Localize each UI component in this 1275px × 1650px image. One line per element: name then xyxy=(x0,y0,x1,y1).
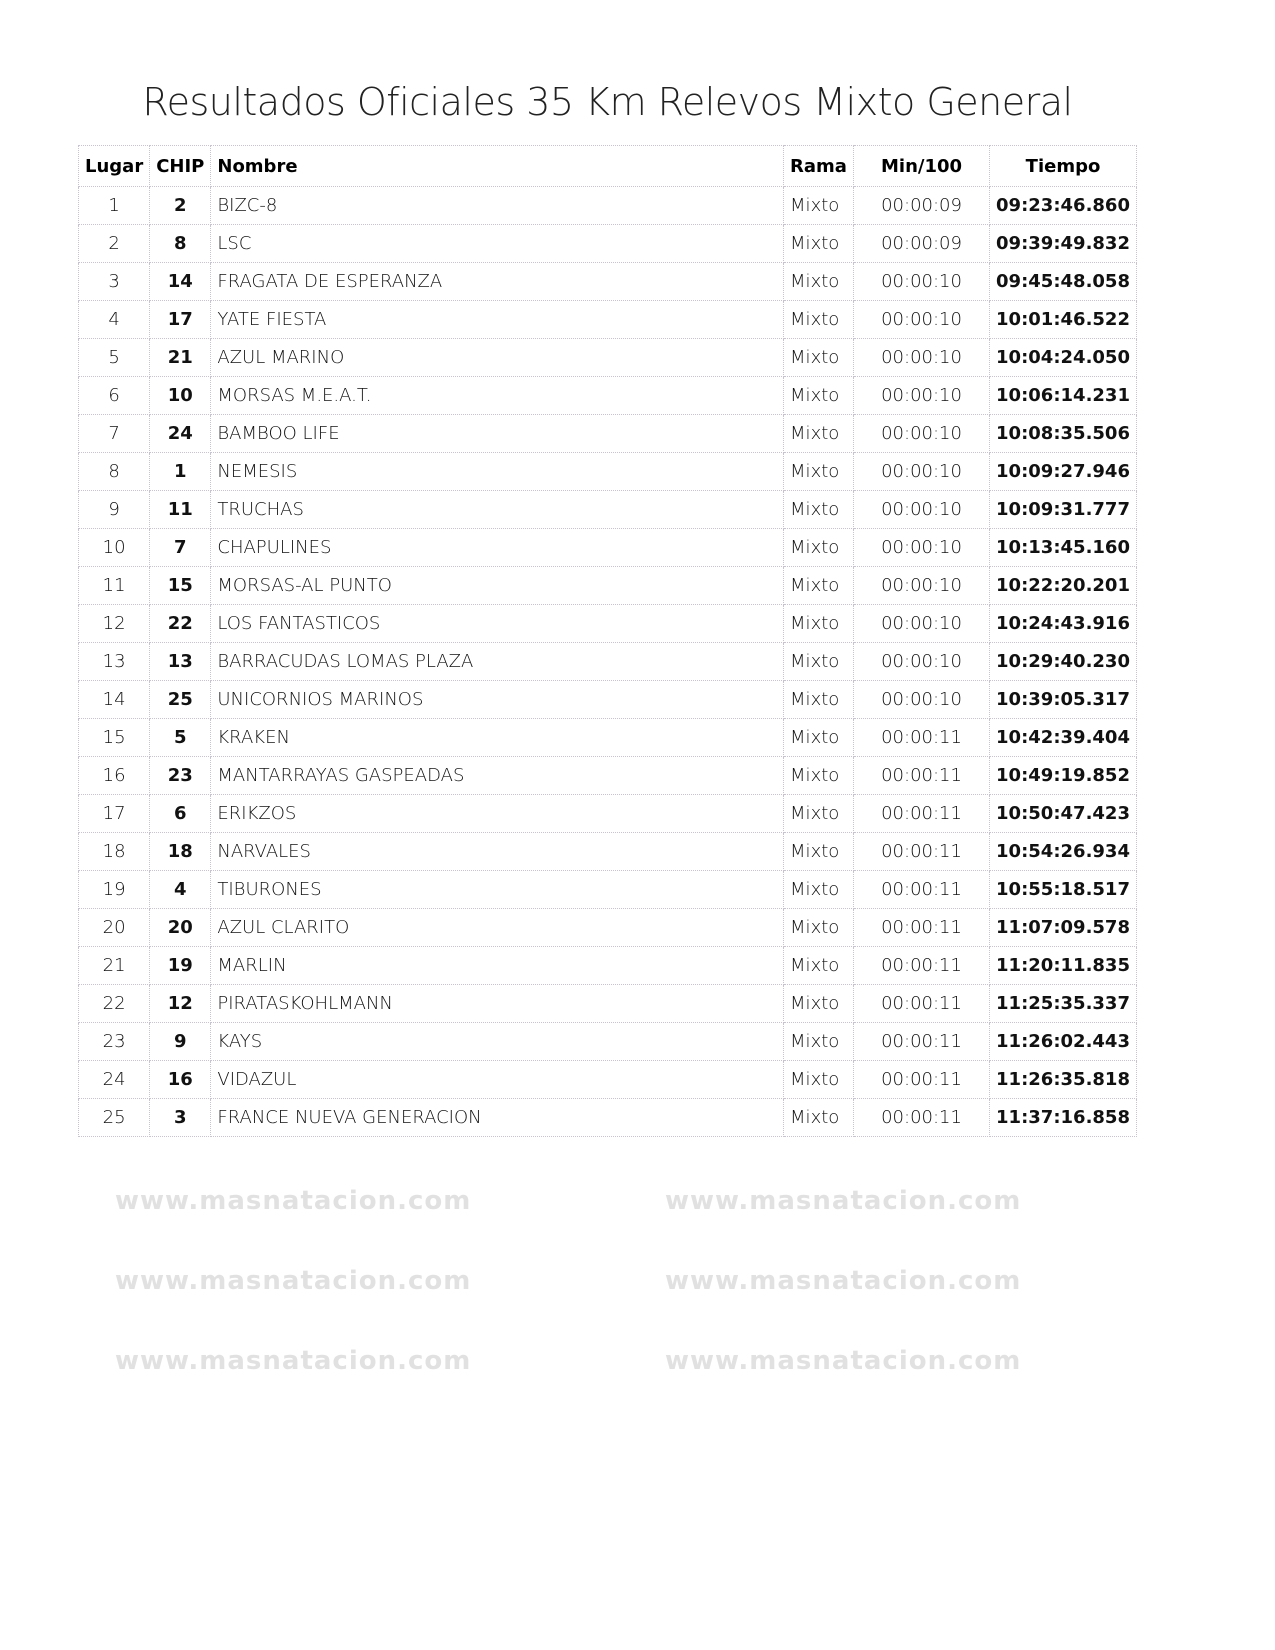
cell-rama: Mixto xyxy=(784,187,854,225)
table-row xyxy=(79,453,1137,491)
cell-tiempo: 09:45:48.058 xyxy=(990,263,1137,301)
cell-lugar: 17 xyxy=(79,795,150,833)
cell-lugar: 3 xyxy=(79,263,150,301)
cell-min-100: 00:00:11 xyxy=(854,985,990,1023)
cell-chip: 19 xyxy=(150,947,211,985)
cell-tiempo: 09:23:46.860 xyxy=(990,187,1137,225)
cell-nombre: MORSAS-AL PUNTO xyxy=(211,567,784,605)
cell-nombre: MANTARRAYAS GASPEADAS xyxy=(211,757,784,795)
cell-min-100: 00:00:10 xyxy=(854,643,990,681)
table-row xyxy=(79,947,1137,985)
cell-rama: Mixto xyxy=(784,1061,854,1099)
cell-min-100: 00:00:10 xyxy=(854,605,990,643)
table-row xyxy=(79,605,1137,643)
table-row xyxy=(79,263,1137,301)
table-row xyxy=(79,339,1137,377)
cell-rama: Mixto xyxy=(784,339,854,377)
cell-nombre: KRAKEN xyxy=(211,719,784,757)
cell-tiempo: 10:09:31.777 xyxy=(990,491,1137,529)
table-row xyxy=(79,377,1137,415)
cell-nombre: AZUL CLARITO xyxy=(211,909,784,947)
cell-lugar: 12 xyxy=(79,605,150,643)
header-chip: CHIP xyxy=(150,146,211,187)
cell-lugar: 5 xyxy=(79,339,150,377)
cell-chip: 21 xyxy=(150,339,211,377)
cell-rama: Mixto xyxy=(784,263,854,301)
table-row xyxy=(79,1099,1137,1137)
cell-chip: 14 xyxy=(150,263,211,301)
header-tiempo: Tiempo xyxy=(990,146,1137,187)
table-row xyxy=(79,1023,1137,1061)
cell-nombre: MARLIN xyxy=(211,947,784,985)
cell-nombre: ERIKZOS xyxy=(211,795,784,833)
watermark: www.masnatacion.com xyxy=(115,1346,472,1376)
cell-tiempo: 10:50:47.423 xyxy=(990,795,1137,833)
cell-lugar: 24 xyxy=(79,1061,150,1099)
cell-chip: 10 xyxy=(150,377,211,415)
table-row xyxy=(79,529,1137,567)
cell-nombre: NEMESIS xyxy=(211,453,784,491)
cell-nombre: UNICORNIOS MARINOS xyxy=(211,681,784,719)
table-row xyxy=(79,301,1137,339)
cell-lugar: 6 xyxy=(79,377,150,415)
cell-chip: 9 xyxy=(150,1023,211,1061)
cell-tiempo: 10:29:40.230 xyxy=(990,643,1137,681)
cell-min-100: 00:00:11 xyxy=(854,719,990,757)
cell-tiempo: 10:01:46.522 xyxy=(990,301,1137,339)
table-row xyxy=(79,909,1137,947)
table-row xyxy=(79,187,1137,225)
header-min-100: Min/100 xyxy=(854,146,990,187)
cell-rama: Mixto xyxy=(784,415,854,453)
cell-nombre: BAMBOO LIFE xyxy=(211,415,784,453)
cell-min-100: 00:00:09 xyxy=(854,225,990,263)
table-row xyxy=(79,757,1137,795)
cell-tiempo: 09:39:49.832 xyxy=(990,225,1137,263)
watermark: www.masnatacion.com xyxy=(115,1186,472,1216)
cell-rama: Mixto xyxy=(784,909,854,947)
cell-rama: Mixto xyxy=(784,985,854,1023)
cell-chip: 8 xyxy=(150,225,211,263)
cell-nombre: AZUL MARINO xyxy=(211,339,784,377)
cell-chip: 17 xyxy=(150,301,211,339)
cell-tiempo: 11:20:11.835 xyxy=(990,947,1137,985)
cell-rama: Mixto xyxy=(784,795,854,833)
cell-rama: Mixto xyxy=(784,719,854,757)
cell-nombre: CHAPULINES xyxy=(211,529,784,567)
cell-min-100: 00:00:11 xyxy=(854,757,990,795)
watermark: www.masnatacion.com xyxy=(665,1266,1022,1296)
cell-lugar: 23 xyxy=(79,1023,150,1061)
table-row xyxy=(79,567,1137,605)
cell-lugar: 21 xyxy=(79,947,150,985)
cell-lugar: 22 xyxy=(79,985,150,1023)
cell-chip: 5 xyxy=(150,719,211,757)
cell-lugar: 4 xyxy=(79,301,150,339)
cell-lugar: 1 xyxy=(79,187,150,225)
watermark: www.masnatacion.com xyxy=(115,1266,472,1296)
cell-min-100: 00:00:11 xyxy=(854,871,990,909)
cell-tiempo: 10:24:43.916 xyxy=(990,605,1137,643)
cell-tiempo: 11:37:16.858 xyxy=(990,1099,1137,1137)
cell-min-100: 00:00:10 xyxy=(854,567,990,605)
cell-tiempo: 10:39:05.317 xyxy=(990,681,1137,719)
cell-tiempo: 11:26:02.443 xyxy=(990,1023,1137,1061)
cell-chip: 23 xyxy=(150,757,211,795)
cell-tiempo: 11:07:09.578 xyxy=(990,909,1137,947)
header-rama: Rama xyxy=(784,146,854,187)
cell-lugar: 15 xyxy=(79,719,150,757)
table-row xyxy=(79,681,1137,719)
cell-rama: Mixto xyxy=(784,643,854,681)
cell-lugar: 14 xyxy=(79,681,150,719)
cell-tiempo: 10:08:35.506 xyxy=(990,415,1137,453)
table-row xyxy=(79,985,1137,1023)
cell-rama: Mixto xyxy=(784,567,854,605)
table-row xyxy=(79,833,1137,871)
cell-lugar: 16 xyxy=(79,757,150,795)
watermark: www.masnatacion.com xyxy=(665,1186,1022,1216)
cell-lugar: 20 xyxy=(79,909,150,947)
cell-min-100: 00:00:10 xyxy=(854,491,990,529)
cell-chip: 16 xyxy=(150,1061,211,1099)
cell-chip: 1 xyxy=(150,453,211,491)
cell-rama: Mixto xyxy=(784,301,854,339)
table-body xyxy=(79,187,1137,1137)
table-row xyxy=(79,1061,1137,1099)
cell-rama: Mixto xyxy=(784,377,854,415)
cell-lugar: 18 xyxy=(79,833,150,871)
cell-chip: 25 xyxy=(150,681,211,719)
cell-nombre: LOS FANTASTICOS xyxy=(211,605,784,643)
cell-nombre: TRUCHAS xyxy=(211,491,784,529)
cell-lugar: 8 xyxy=(79,453,150,491)
cell-nombre: BARRACUDAS LOMAS PLAZA xyxy=(211,643,784,681)
header-lugar: Lugar xyxy=(79,146,150,187)
cell-lugar: 13 xyxy=(79,643,150,681)
cell-tiempo: 11:25:35.337 xyxy=(990,985,1137,1023)
table-row xyxy=(79,719,1137,757)
cell-nombre: NARVALES xyxy=(211,833,784,871)
cell-nombre: VIDAZUL xyxy=(211,1061,784,1099)
cell-chip: 11 xyxy=(150,491,211,529)
cell-tiempo: 10:49:19.852 xyxy=(990,757,1137,795)
cell-nombre: MORSAS M.E.A.T. xyxy=(211,377,784,415)
cell-nombre: FRAGATA DE ESPERANZA xyxy=(211,263,784,301)
cell-tiempo: 10:55:18.517 xyxy=(990,871,1137,909)
cell-min-100: 00:00:10 xyxy=(854,377,990,415)
cell-tiempo: 10:06:14.231 xyxy=(990,377,1137,415)
cell-min-100: 00:00:11 xyxy=(854,947,990,985)
cell-nombre: FRANCE NUEVA GENERACION xyxy=(211,1099,784,1137)
page-title: Resultados Oficiales 35 Km Relevos Mixto General xyxy=(142,80,1073,124)
cell-min-100: 00:00:11 xyxy=(854,833,990,871)
cell-chip: 18 xyxy=(150,833,211,871)
cell-min-100: 00:00:10 xyxy=(854,415,990,453)
results-table xyxy=(78,145,1137,1137)
cell-chip: 2 xyxy=(150,187,211,225)
cell-lugar: 9 xyxy=(79,491,150,529)
cell-rama: Mixto xyxy=(784,833,854,871)
table-row xyxy=(79,491,1137,529)
cell-chip: 6 xyxy=(150,795,211,833)
table-header-row xyxy=(79,146,1137,187)
cell-lugar: 11 xyxy=(79,567,150,605)
cell-tiempo: 10:13:45.160 xyxy=(990,529,1137,567)
cell-rama: Mixto xyxy=(784,605,854,643)
cell-lugar: 19 xyxy=(79,871,150,909)
table-row xyxy=(79,795,1137,833)
cell-min-100: 00:00:11 xyxy=(854,1023,990,1061)
cell-rama: Mixto xyxy=(784,871,854,909)
cell-nombre: BIZC-8 xyxy=(211,187,784,225)
table-row xyxy=(79,415,1137,453)
cell-lugar: 2 xyxy=(79,225,150,263)
cell-min-100: 00:00:11 xyxy=(854,795,990,833)
cell-nombre: KAYS xyxy=(211,1023,784,1061)
cell-chip: 12 xyxy=(150,985,211,1023)
cell-chip: 22 xyxy=(150,605,211,643)
cell-min-100: 00:00:10 xyxy=(854,453,990,491)
cell-rama: Mixto xyxy=(784,491,854,529)
cell-rama: Mixto xyxy=(784,529,854,567)
cell-chip: 3 xyxy=(150,1099,211,1137)
cell-min-100: 00:00:11 xyxy=(854,1061,990,1099)
cell-rama: Mixto xyxy=(784,1023,854,1061)
table-row xyxy=(79,871,1137,909)
cell-chip: 4 xyxy=(150,871,211,909)
cell-nombre: TIBURONES xyxy=(211,871,784,909)
cell-lugar: 7 xyxy=(79,415,150,453)
cell-tiempo: 11:26:35.818 xyxy=(990,1061,1137,1099)
watermark: www.masnatacion.com xyxy=(665,1346,1022,1376)
cell-lugar: 25 xyxy=(79,1099,150,1137)
table-row xyxy=(79,643,1137,681)
cell-tiempo: 10:54:26.934 xyxy=(990,833,1137,871)
cell-lugar: 10 xyxy=(79,529,150,567)
cell-chip: 7 xyxy=(150,529,211,567)
cell-tiempo: 10:04:24.050 xyxy=(990,339,1137,377)
cell-chip: 20 xyxy=(150,909,211,947)
cell-rama: Mixto xyxy=(784,453,854,491)
cell-chip: 13 xyxy=(150,643,211,681)
cell-chip: 24 xyxy=(150,415,211,453)
cell-min-100: 00:00:09 xyxy=(854,187,990,225)
cell-min-100: 00:00:11 xyxy=(854,1099,990,1137)
cell-nombre: LSC xyxy=(211,225,784,263)
cell-min-100: 00:00:11 xyxy=(854,909,990,947)
table-row xyxy=(79,225,1137,263)
cell-min-100: 00:00:10 xyxy=(854,339,990,377)
cell-min-100: 00:00:10 xyxy=(854,529,990,567)
cell-rama: Mixto xyxy=(784,681,854,719)
cell-nombre: YATE FIESTA xyxy=(211,301,784,339)
cell-nombre: PIRATASKOHLMANN xyxy=(211,985,784,1023)
header-nombre: Nombre xyxy=(211,146,784,187)
cell-min-100: 00:00:10 xyxy=(854,681,990,719)
cell-rama: Mixto xyxy=(784,1099,854,1137)
cell-tiempo: 10:22:20.201 xyxy=(990,567,1137,605)
cell-min-100: 00:00:10 xyxy=(854,301,990,339)
cell-rama: Mixto xyxy=(784,757,854,795)
cell-min-100: 00:00:10 xyxy=(854,263,990,301)
cell-chip: 15 xyxy=(150,567,211,605)
cell-rama: Mixto xyxy=(784,225,854,263)
cell-tiempo: 10:09:27.946 xyxy=(990,453,1137,491)
cell-tiempo: 10:42:39.404 xyxy=(990,719,1137,757)
cell-rama: Mixto xyxy=(784,947,854,985)
